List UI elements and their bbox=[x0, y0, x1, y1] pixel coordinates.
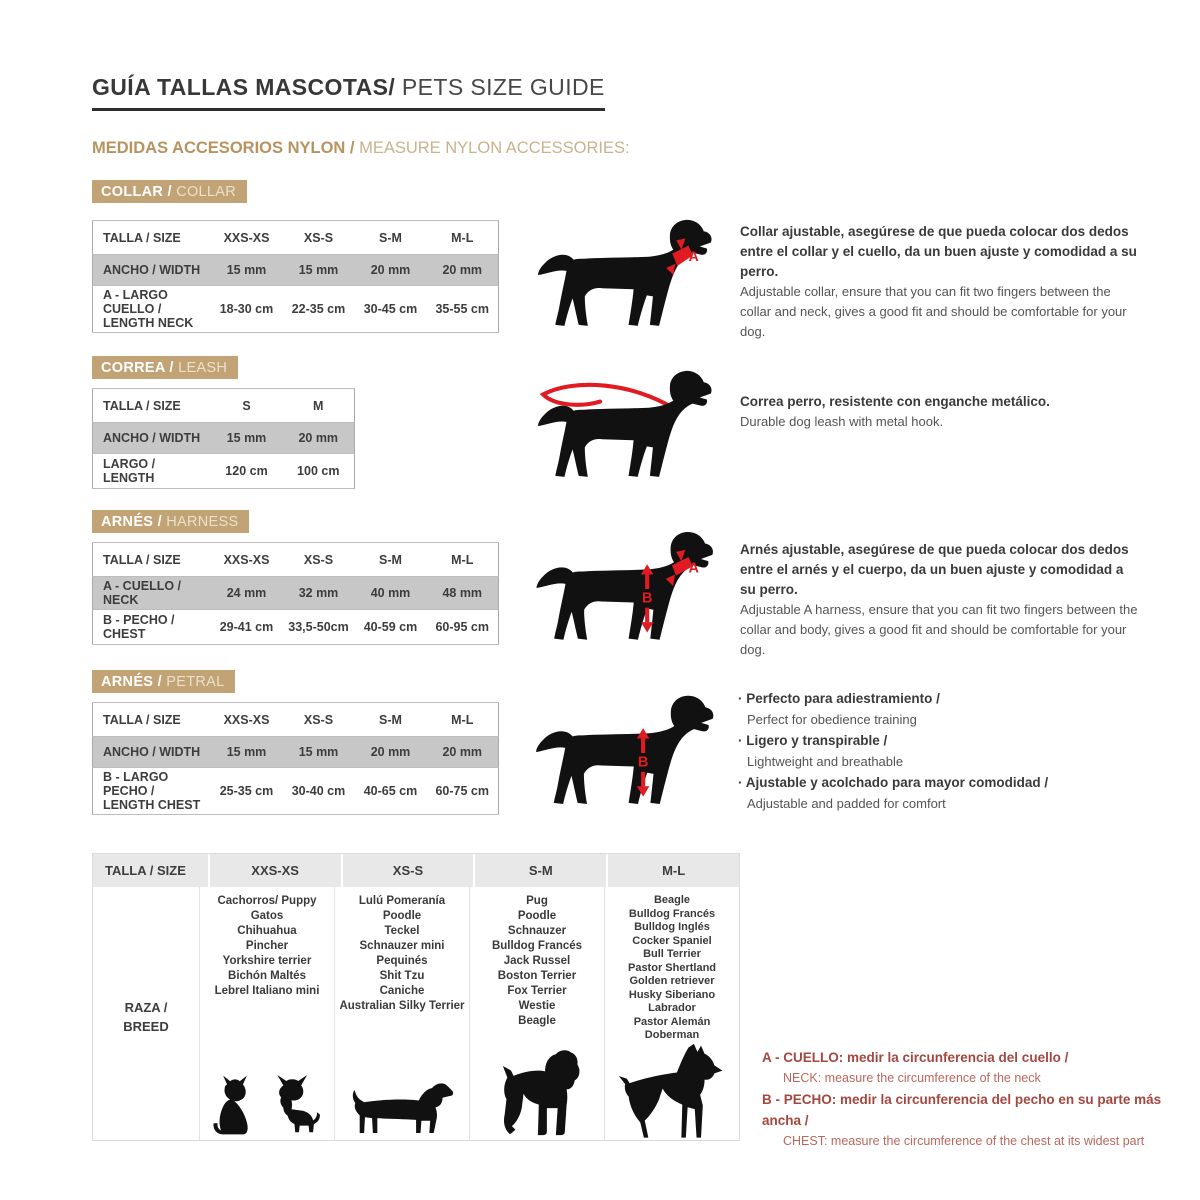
measuring-notes bbox=[762, 1047, 1192, 1152]
value-cell: 15 mm bbox=[211, 737, 283, 768]
collar-badge-es: COLLAR / bbox=[101, 184, 177, 200]
breed-table-header bbox=[93, 854, 739, 887]
breed-list bbox=[200, 894, 334, 999]
breed-cell-xs-s bbox=[334, 887, 469, 1140]
column-header: TALLA / SIZE bbox=[93, 221, 211, 255]
value-cell: 24 mm bbox=[211, 577, 283, 610]
column-header: XXS-XS bbox=[211, 221, 283, 255]
page-title-es: GUÍA TALLAS MASCOTAS/ bbox=[92, 74, 396, 100]
breed-item: Schnauzer bbox=[507, 925, 567, 937]
table-header-row bbox=[93, 389, 355, 423]
column-header: XS-S bbox=[283, 221, 355, 255]
column-header: M-L bbox=[427, 703, 499, 737]
collar-description bbox=[740, 222, 1142, 342]
value-cell: 15 mm bbox=[283, 737, 355, 768]
page-title-en: PETS SIZE GUIDE bbox=[395, 74, 605, 100]
value-cell: 60-95 cm bbox=[427, 610, 499, 645]
column-header: TALLA / SIZE bbox=[93, 543, 211, 577]
value-cell: 33,5-50cm bbox=[283, 610, 355, 645]
breed-item: Husky Siberiano bbox=[628, 988, 716, 1001]
table-row bbox=[93, 768, 499, 815]
breed-item: Bull Terrier bbox=[643, 948, 701, 960]
dachshund-silhouette-icon bbox=[350, 1078, 454, 1137]
value-cell: 30-40 cm bbox=[283, 768, 355, 815]
column-header: XXS-XS bbox=[208, 854, 341, 887]
harness-desc-es: Arnés ajustable, asegúrese de que pueda colocar dos dedos entre el arnés y el cuerpo, da un buen ajuste y comodidad a su perro. bbox=[740, 542, 1129, 597]
breed-list bbox=[470, 894, 604, 1029]
table-row bbox=[93, 423, 355, 454]
value-cell: 20 mm bbox=[283, 423, 355, 454]
column-header: XXS-XS bbox=[211, 543, 283, 577]
harness-desc-en: Adjustable A harness, ensure that you can fit two fingers between the collar and body, gives a good fit and should be comfortable for your dog. bbox=[740, 602, 1138, 657]
breed-item: Beagle bbox=[653, 894, 691, 906]
column-header: XS-S bbox=[341, 854, 474, 887]
table-row bbox=[93, 577, 499, 610]
row-label-en: BREED bbox=[123, 1019, 169, 1034]
silhouette-row bbox=[605, 1043, 739, 1146]
breed-item: Teckel bbox=[384, 925, 420, 937]
value-cell: 35-55 cm bbox=[427, 286, 499, 333]
value-cell: 48 mm bbox=[427, 577, 499, 610]
feature-en: Adjustable and padded for comfort bbox=[747, 796, 946, 811]
subtitle-en: MEASURE NYLON ACCESSORIES: bbox=[359, 139, 630, 157]
breed-item: Poodle bbox=[382, 910, 422, 922]
breed-table-body bbox=[93, 887, 739, 1140]
breed-item: Cachorros/ Puppy bbox=[217, 895, 317, 907]
breed-item: Poodle bbox=[517, 910, 557, 922]
petral-badge-en: PETRAL bbox=[166, 674, 225, 690]
breed-item: Jack Russel bbox=[503, 955, 571, 967]
collar-desc-es: Collar ajustable, asegúrese de que pueda colocar dos dedos entre el collar y el cuello, da un buen ajuste y comodidad a su perro. bbox=[740, 224, 1137, 279]
dog-silhouette-icon bbox=[533, 527, 720, 649]
column-header: TALLA / SIZE bbox=[93, 703, 211, 737]
breed-list bbox=[335, 894, 469, 1014]
column-header: M-L bbox=[427, 543, 499, 577]
feature-en: Lightweight and breathable bbox=[747, 754, 904, 769]
harness-size-table bbox=[92, 542, 499, 645]
note-en: NECK: measure the circumference of the neck bbox=[783, 1071, 1041, 1085]
harness-badge-en: HARNESS bbox=[166, 514, 239, 530]
value-cell: 100 cm bbox=[283, 454, 355, 489]
petral-section-badge bbox=[92, 670, 235, 693]
breed-item: Pincher bbox=[245, 940, 289, 952]
row-label: ANCHO / WIDTH bbox=[93, 737, 211, 768]
chihuahua-silhouette-icon bbox=[264, 1071, 322, 1137]
petral-dog-illustration bbox=[533, 686, 720, 818]
value-cell: 120 cm bbox=[211, 454, 283, 489]
petral-size-table bbox=[92, 702, 499, 815]
petral-badge-es: ARNÉS / bbox=[101, 674, 167, 690]
petral-measure-marker bbox=[637, 728, 649, 797]
leash-badge-en: LEASH bbox=[178, 360, 228, 376]
value-cell: 20 mm bbox=[355, 737, 427, 768]
value-cell: 20 mm bbox=[427, 737, 499, 768]
feature-es: · Ajustable y acolchado para mayor comodidad / bbox=[738, 772, 1148, 793]
column-header: S-M bbox=[473, 854, 606, 887]
breed-item: Schnauzer mini bbox=[359, 940, 445, 952]
breed-item: Pequinés bbox=[376, 955, 428, 967]
breed-item: Golden retriever bbox=[629, 975, 715, 987]
value-cell: 18-30 cm bbox=[211, 286, 283, 333]
value-cell: 15 mm bbox=[283, 255, 355, 286]
column-header: TALLA / SIZE bbox=[93, 389, 211, 423]
value-cell: 29-41 cm bbox=[211, 610, 283, 645]
harness-section-badge bbox=[92, 510, 249, 533]
table-row bbox=[93, 454, 355, 489]
breed-item: Bulldog Francés bbox=[628, 907, 716, 920]
column-header: XS-S bbox=[283, 703, 355, 737]
harness-description bbox=[740, 540, 1142, 660]
harness-badge-es: ARNÉS / bbox=[101, 514, 167, 530]
silhouette-row bbox=[470, 1047, 604, 1140]
feature-en: Perfect for obedience training bbox=[747, 712, 917, 727]
row-label bbox=[123, 998, 169, 1036]
breed-item: Lebrel Italiano mini bbox=[214, 985, 320, 997]
table-row bbox=[93, 610, 499, 645]
table-header-row bbox=[93, 221, 499, 255]
section-subtitle bbox=[92, 139, 630, 158]
column-header: S-M bbox=[355, 703, 427, 737]
schnauzer-silhouette-icon bbox=[493, 1047, 581, 1137]
breed-item: Bichón Maltés bbox=[228, 970, 306, 982]
collar-dog-illustration bbox=[533, 215, 720, 335]
value-cell: 32 mm bbox=[283, 577, 355, 610]
value-cell: 30-45 cm bbox=[355, 286, 427, 333]
breed-list bbox=[605, 894, 739, 1043]
breed-item: Bulldog Inglés bbox=[634, 921, 710, 933]
breed-item: Doberman bbox=[644, 1029, 700, 1041]
row-label: B - LARGO PECHO / LENGTH CHEST bbox=[93, 768, 211, 815]
row-label: A - LARGO CUELLO / LENGTH NECK bbox=[93, 286, 211, 333]
leash-section-badge bbox=[92, 356, 238, 379]
breed-item: Pastor Shertland bbox=[627, 961, 717, 974]
value-cell: 22-35 cm bbox=[283, 286, 355, 333]
breed-cell-m-l bbox=[604, 887, 739, 1140]
marker-letter-b: B bbox=[637, 754, 649, 771]
dog-silhouette-icon bbox=[533, 215, 720, 335]
column-header: M-L bbox=[606, 854, 739, 887]
collar-badge-en: COLLAR bbox=[176, 184, 237, 200]
row-label: ANCHO / WIDTH bbox=[93, 423, 211, 454]
breed-item: Caniche bbox=[379, 985, 425, 997]
breed-item: Chihuahua bbox=[237, 925, 297, 937]
breed-item: Australian Silky Terrier bbox=[339, 1000, 465, 1012]
value-cell: 40 mm bbox=[355, 577, 427, 610]
value-cell: 20 mm bbox=[355, 255, 427, 286]
leash-badge-es: CORREA / bbox=[101, 360, 179, 376]
marker-letter-b: B bbox=[641, 590, 653, 607]
column-header: XS-S bbox=[283, 543, 355, 577]
breed-item: Boston Terrier bbox=[497, 970, 577, 982]
table-header-row bbox=[93, 703, 499, 737]
column-header: XXS-XS bbox=[211, 703, 283, 737]
value-cell: 15 mm bbox=[211, 423, 283, 454]
leash-size-table bbox=[92, 388, 355, 489]
note-es: B - PECHO: medir la circunferencia del pecho en su parte más ancha / bbox=[762, 1092, 1162, 1128]
feature-es: · Perfecto para adiestramiento / bbox=[738, 688, 1148, 709]
column-header: M bbox=[283, 389, 355, 423]
breed-size-table bbox=[92, 853, 740, 1141]
dog-silhouette-icon bbox=[533, 366, 720, 486]
petral-feature-list bbox=[738, 688, 1148, 814]
harness-dog-illustration bbox=[533, 527, 720, 649]
subtitle-es: MEDIDAS ACCESORIOS NYLON / bbox=[92, 139, 360, 157]
breed-item: Westie bbox=[518, 1000, 556, 1012]
breed-cell-xxs-xs bbox=[199, 887, 334, 1140]
leash-desc-es: Correa perro, resistente con enganche metálico. bbox=[740, 394, 1050, 409]
breed-item: Fox Terrier bbox=[507, 985, 567, 997]
column-header: S-M bbox=[355, 543, 427, 577]
column-header: S-M bbox=[355, 221, 427, 255]
value-cell: 60-75 cm bbox=[427, 768, 499, 815]
column-header: S bbox=[211, 389, 283, 423]
leash-dog-illustration bbox=[533, 366, 720, 486]
column-header: M-L bbox=[427, 221, 499, 255]
breed-row-label-cell bbox=[93, 887, 199, 1140]
value-cell: 40-65 cm bbox=[355, 768, 427, 815]
row-label-es: RAZA / bbox=[124, 1000, 168, 1015]
value-cell: 15 mm bbox=[211, 255, 283, 286]
value-cell: 40-59 cm bbox=[355, 610, 427, 645]
breed-item: Pastor Alemán bbox=[633, 1015, 711, 1028]
table-row bbox=[93, 255, 499, 286]
row-label: LARGO / LENGTH bbox=[93, 454, 211, 489]
table-row bbox=[93, 286, 499, 333]
collar-desc-en: Adjustable collar, ensure that you can fit two fingers between the collar and neck, gives a good fit and should be comfortable for your dog. bbox=[740, 284, 1127, 339]
leash-description bbox=[740, 392, 1142, 432]
leash-line bbox=[543, 385, 674, 409]
breed-item: Beagle bbox=[518, 1015, 556, 1027]
doberman-silhouette-icon bbox=[616, 1043, 728, 1143]
row-label: A - CUELLO / NECK bbox=[93, 577, 211, 610]
breed-item: Lulú Pomeranía bbox=[358, 895, 446, 907]
dog-silhouette-icon bbox=[533, 686, 720, 818]
feature-es: · Ligero y transpirable / bbox=[738, 730, 1148, 751]
page-title bbox=[92, 74, 605, 111]
value-cell: 25-35 cm bbox=[211, 768, 283, 815]
breed-item: Gatos bbox=[250, 910, 284, 922]
table-row bbox=[93, 737, 499, 768]
breed-item: Pug bbox=[526, 895, 548, 907]
breed-item: Bulldog Francés bbox=[491, 940, 583, 952]
cat-silhouette-icon bbox=[212, 1073, 258, 1137]
breed-item: Shit Tzu bbox=[379, 970, 425, 982]
collar-section-badge bbox=[92, 180, 247, 203]
breed-cell-s-m bbox=[469, 887, 604, 1140]
breed-item: Labrador bbox=[648, 1002, 696, 1014]
row-label: B - PECHO / CHEST bbox=[93, 610, 211, 645]
row-label: ANCHO / WIDTH bbox=[93, 255, 211, 286]
silhouette-row bbox=[200, 1071, 334, 1140]
marker-letter-a: A bbox=[688, 560, 699, 577]
breed-item: Cocker Spaniel bbox=[632, 934, 712, 947]
note-es: A - CUELLO: medir la circunferencia del cuello / bbox=[762, 1050, 1069, 1065]
column-header: TALLA / SIZE bbox=[105, 863, 186, 878]
collar-size-table bbox=[92, 220, 499, 333]
note-en: CHEST: measure the circumference of the chest at its widest part bbox=[783, 1134, 1145, 1148]
breed-item: Yorkshire terrier bbox=[222, 955, 312, 967]
table-header-row bbox=[93, 543, 499, 577]
marker-letter-a: A bbox=[688, 248, 699, 265]
value-cell: 20 mm bbox=[427, 255, 499, 286]
silhouette-row bbox=[335, 1078, 469, 1140]
leash-desc-en: Durable dog leash with metal hook. bbox=[740, 414, 944, 429]
